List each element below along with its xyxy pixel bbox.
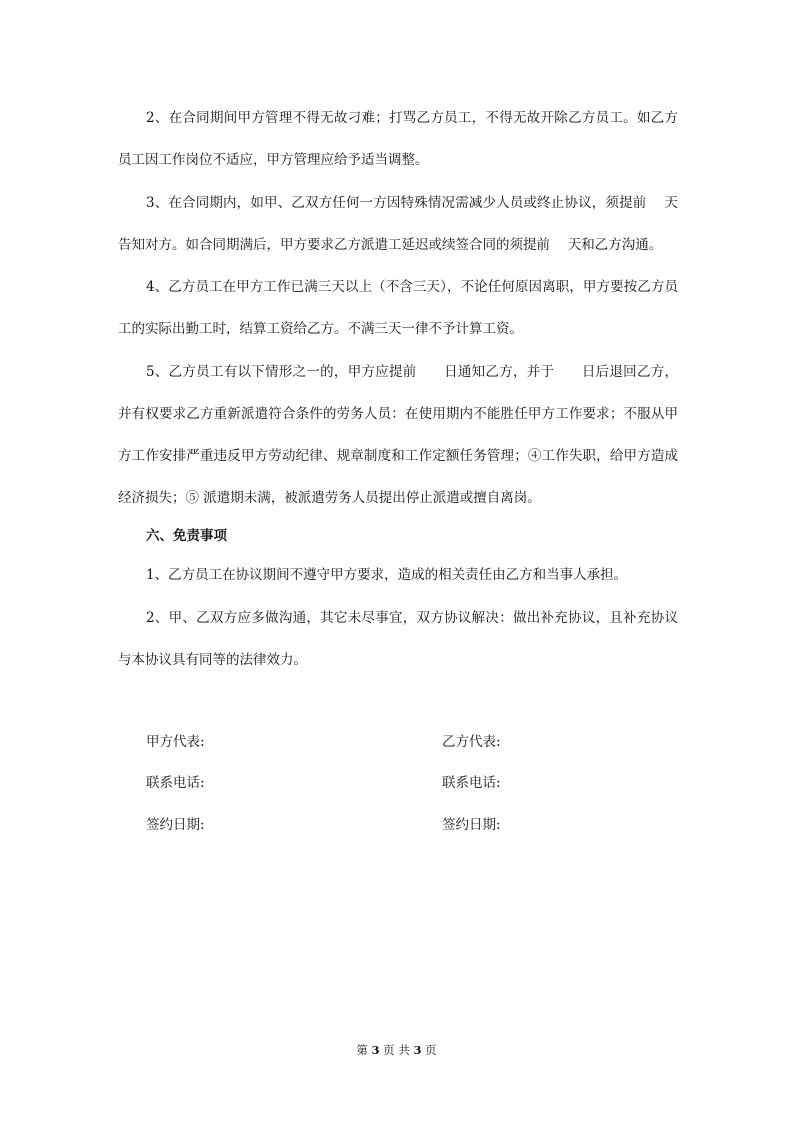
- footer-mid: 页 共: [383, 1043, 410, 1057]
- party-b-representative-label: 乙方代表:: [442, 734, 501, 750]
- section-6-clause-1-paragraph: 1、乙方员工在协议期间不遵守甲方要求，造成的相关责任由乙方和当事人承担。: [146, 567, 628, 583]
- section-6-heading: 六、免责事项: [146, 528, 227, 544]
- clause-3-paragraph: 3、在合同期内，如甲、乙双方任何一方因特殊情况需减少人员或终止协议，须提前 天告知对方。如合同期满后，甲方要求乙方派遣工延迟或续签合同的须提前 天和乙方沟通。: [118, 195, 678, 253]
- clause-5-paragraph: 5、乙方员工有以下情形之一的，甲方应提前 日通知乙方，并于 日后退回乙方，并有权要求乙方重新派遣符合条件的劳务人员：在使用期内不能胜任甲方工作要求；不服从甲方工作安排严重违反甲方劳动纪律、规章制度和工作定额任务管理；④工作失职，给甲方造成经济损失；⑤ 派遣期未满，被派遣劳务人员提出停止派遣或擅自离岗。: [118, 364, 678, 506]
- footer-total-pages: 3: [413, 1043, 422, 1057]
- section-6-clause-2-paragraph: 2、甲、乙双方应多做沟通，其它未尽事宜，双方协议解决：做出补充协议，且补充协议与本协议具有同等的法律效力。: [118, 610, 678, 668]
- footer-prefix: 第: [356, 1043, 368, 1057]
- party-b-date-label: 签约日期:: [442, 817, 501, 833]
- clause-2-paragraph: 2、在合同期间甲方管理不得无故刁难；打骂乙方员工，不得无故开除乙方员工。如乙方员工因工作岗位不适应，甲方管理应给予适当调整。: [118, 110, 678, 168]
- footer-suffix: 页: [425, 1043, 437, 1057]
- page-number-footer: [0, 1042, 793, 1058]
- party-a-date-label: 签约日期:: [146, 817, 205, 833]
- footer-current-page: 3: [371, 1043, 380, 1057]
- party-a-phone-label: 联系电话:: [146, 775, 205, 791]
- clause-4-paragraph: 4、乙方员工在甲方工作已满三天以上（不含三天），不论任何原因离职，甲方要按乙方员工的实际出勤工时，结算工资给乙方。不满三天一律不予计算工资。: [118, 279, 678, 337]
- party-a-representative-label: 甲方代表:: [146, 734, 205, 750]
- party-b-phone-label: 联系电话:: [442, 775, 501, 791]
